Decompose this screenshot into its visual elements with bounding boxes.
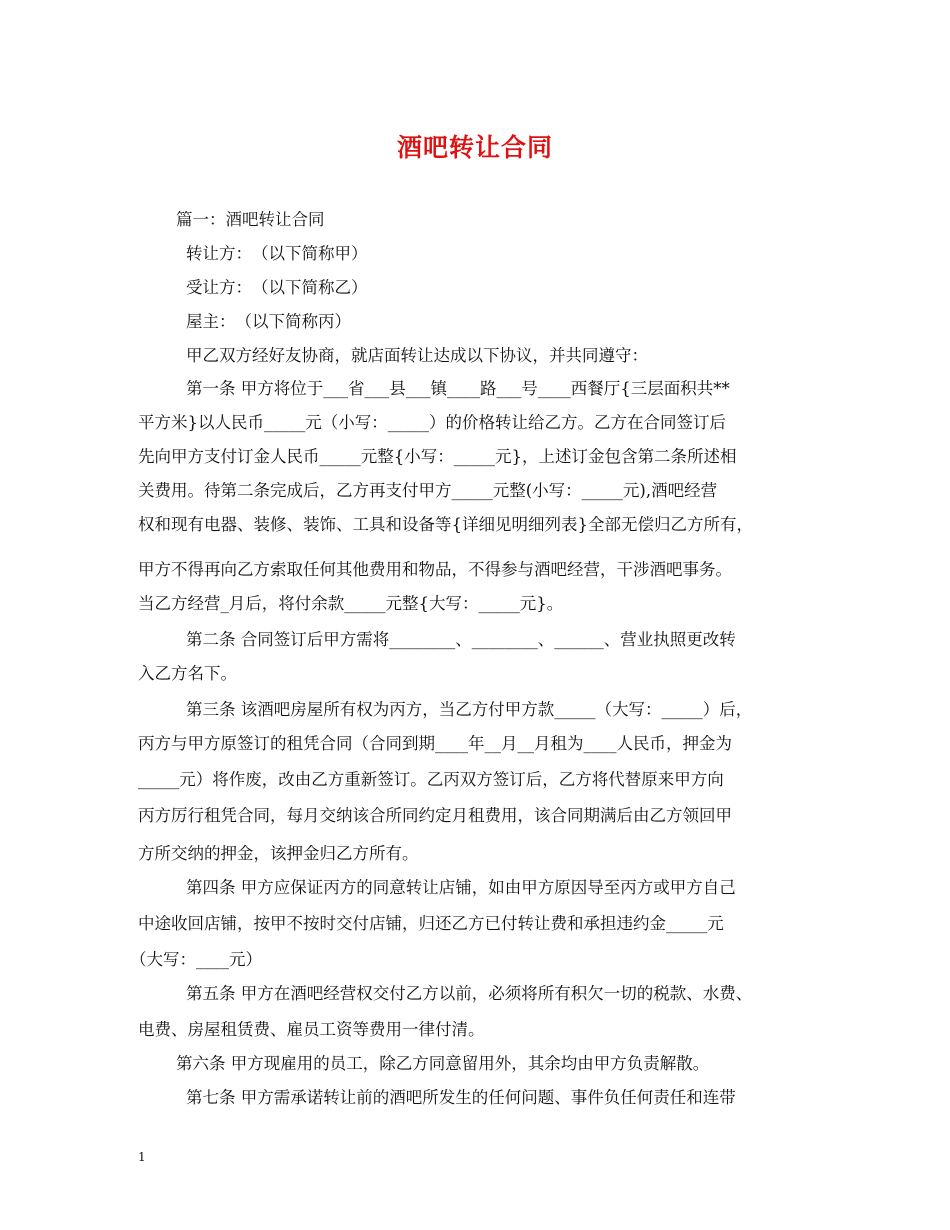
body-line: _____元）将作废，改由乙方重新签订。乙丙双方签订后，乙方将代替原来甲方向 — [138, 770, 724, 789]
body-line: 第四条 甲方应保证丙方的同意转让店铺，如由甲方原因导至丙方或甲方自己 — [186, 878, 736, 897]
body-line: 电费、房屋租赁费、雇员工资等费用一律付清。 — [138, 1020, 485, 1039]
body-line: 第三条 该酒吧房屋所有权为丙方，当乙方付甲方款_____（大写：_____）后， — [186, 700, 753, 719]
body-line: 第六条 甲方现雇用的员工，除乙方同意留用外，其余均由甲方负责解散。 — [176, 1054, 710, 1073]
body-line: （大写：____元） — [130, 950, 262, 969]
page-number: 1 — [138, 1150, 146, 1164]
body-line: 权和现有电器、装修、装饰、工具和设备等{详细见明细列表}全部无偿归乙方所有， — [138, 515, 753, 534]
document-title: 酒吧转让合同 — [396, 133, 553, 162]
body-line: 丙方厉行租凭合同，每月交纳该合所同约定月租费用，该合同期满后由乙方领回甲 — [138, 806, 732, 825]
body-line: 当乙方经营_月后，将付余款_____元整{大写：_____元}。 — [138, 594, 564, 613]
body-line: 关费用。待第二条完成后，乙方再支付甲方_____元整(小写：_____元),酒吧经营 — [138, 481, 718, 500]
body-line: 屋主： （以下简称丙） — [186, 312, 351, 331]
body-line: 第五条 甲方在酒吧经营权交付乙方以前，必须将所有积欠一切的税款、水费、 — [186, 984, 753, 1003]
body-line: 方所交纳的押金，该押金归乙方所有。 — [138, 844, 419, 863]
body-line: 平方米}以人民币_____元（小写：_____）的价格转让给乙方。乙方在合同签订后 — [138, 413, 726, 432]
body-line: 丙方与甲方原签订的租凭合同（合同到期____年__月__月租为____人民币，押金为 — [138, 734, 732, 753]
body-line: 甲乙双方经好友协商，就店面转让达成以下协议，并共同遵守： — [186, 346, 648, 365]
body-line: 篇一：酒吧转让合同 — [176, 210, 325, 229]
body-line: 第七条 甲方需承诺转让前的酒吧所发生的任何问题、事件负任何责任和连带 — [186, 1088, 736, 1107]
body-line: 第一条 甲方将位于___省___县___镇____路___号____西餐厅{三层面积共** — [186, 379, 730, 398]
body-line: 甲方不得再向乙方索取任何其他费用和物品，不得参与酒吧经营，干涉酒吧事务。 — [138, 560, 732, 579]
body-line: 第二条 合同签订后甲方需将________、________、______、营业执照更改转 — [186, 630, 736, 649]
body-line: 入乙方名下。 — [138, 664, 237, 683]
body-line: 受让方： （以下简称乙） — [186, 278, 368, 297]
body-line: 转让方： （以下简称甲） — [186, 244, 368, 263]
body-line: 先向甲方支付订金人民币_____元整{小写：_____元}，上述订金包含第二条所述相 — [138, 447, 737, 466]
body-line: 中途收回店铺，按甲不按时交付店铺，归还乙方已付转让费和承担违约金_____元 — [138, 914, 724, 933]
